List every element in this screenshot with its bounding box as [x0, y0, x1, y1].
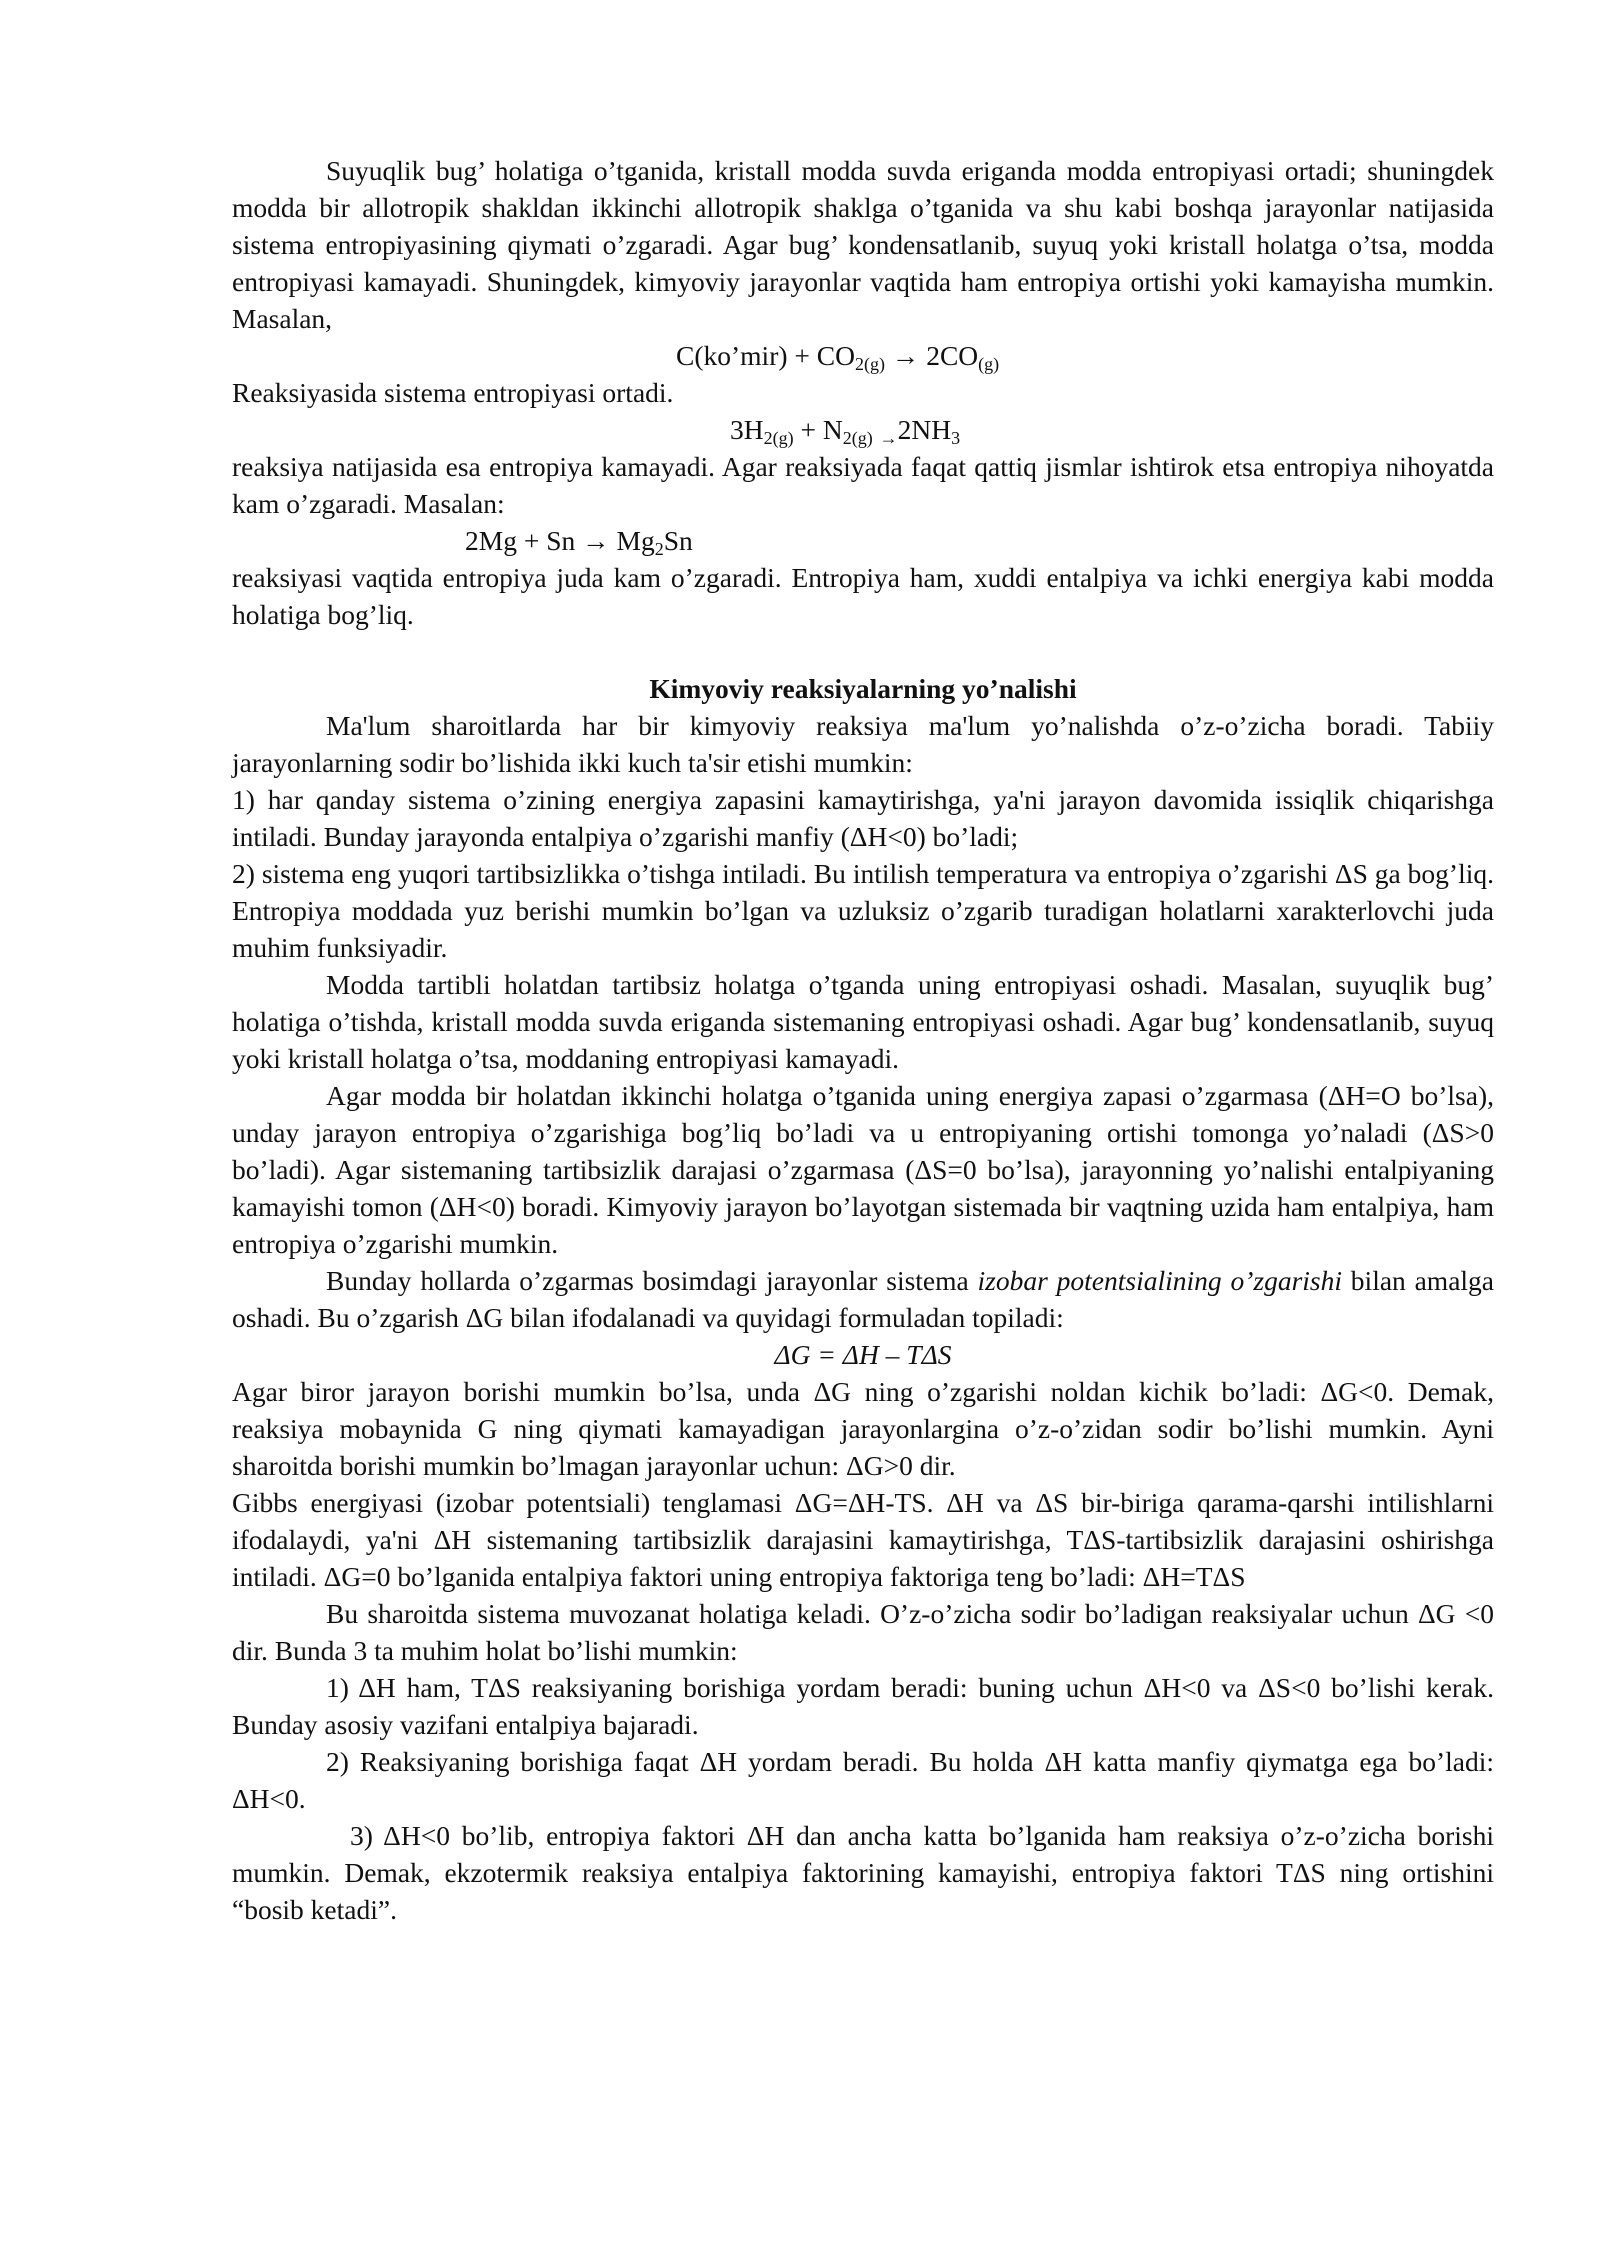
para-isobaric-potential — [232, 1262, 1494, 1336]
text-run: Ma'lum sharoitlarda har bir kimyoviy reaksiya ma'lum yo’nalishda o’z-o’zicha boradi. Tabiiy jarayonlarning sodir bo’lishida ikki kuch ta'sir etishi mumkin: — [232, 710, 1494, 778]
text-run: 3) ΔH<0 bo’lib, entropiya faktori ΔH dan ancha katta bo’lganida ham reaksiya o’z-o’zicha borishi mumkin. Demak, ekzotermik reaksiya entalpiya faktorining kamayishi, entropiya faktori TΔS ning ortishini “bosib ketadi”. — [232, 1820, 1494, 1925]
case-3 — [232, 1817, 1494, 1928]
text-run: Sn — [663, 525, 693, 556]
para-spontaneous-condition — [232, 1373, 1494, 1484]
text-run: 1) har qanday sistema o’zining energiya zapasini kamaytirishga, ya'ni jarayon davomida issiqlik chiqarishga intiladi. Bunday jarayonda entalpiya o’zgarishi manfiy (ΔH<0) bo’ladi; — [232, 784, 1494, 852]
text-run: Suyuqlik bug’ holatiga o’tganida, kristall modda suvda eriganda modda entropiyasi ortadi; shuningdek modda bir allotropik shakldan ikkinchi allotropik shaklga o’tganida va shu kabi boshqa jarayonlar natijasida sistema entropiyasining qiymati o’zgaradi. Agar bug’ kondensatlanib, suyuq yoki kristall holatga o’tsa, modda entropiyasi kamayadi. Shuningdek, kimyoviy jarayonlar vaqtida ham entropiya ortishi yoki kamayisha mumkin. Masalan, — [232, 155, 1494, 334]
para-entropy-decrease — [232, 448, 1494, 522]
text-run: → 2CO — [884, 340, 979, 371]
document-body — [232, 152, 1494, 1928]
text-run: 1) ΔH ham, TΔS reaksiyaning borishiga yordam beradi: buning uchun ΔH<0 va ΔS<0 bo’lishi kerak. Bunday asosiy vazifani entalpiya bajaradi. — [232, 1672, 1494, 1740]
text-run: Modda tartibli holatdan tartibsiz holatga o’tganda uning entropiyasi oshadi. Masalan, suyuqlik bug’ holatiga o’tishda, kristall modda suvda eriganda sistemaning entropiyasi oshadi. Agar bug’ kondensatlanib, suyuq yoki kristall holatga o’tsa, moddaning entropiyasi kamayadi. — [232, 969, 1494, 1074]
para-energy-unchanged — [232, 1077, 1494, 1262]
subscript-run: 2(g) — [763, 428, 794, 448]
italic-run: ΔG = ΔH – TΔS — [774, 1339, 952, 1370]
para-gibbs-energy — [232, 1484, 1494, 1595]
para-equilibrium — [232, 1595, 1494, 1669]
text-run: bilan amalga oshadi. Bu o’zgarish ΔG bilan ifodalanadi va quyidagi formuladan topiladi: — [232, 1265, 1494, 1333]
text-run: 2) sistema eng yuqori tartibsizlikka o’tishga intiladi. Bu intilish temperatura va entropiya o’zgarishi ΔS ga bog’liq. Entropiya moddada yuz berishi mumkin bo’lgan va uzluksiz o’zgarib turadigan holatlarni xarakterlovchi juda muhim funksiyadir. — [232, 858, 1494, 963]
equation-carbon-co2 — [232, 337, 1494, 374]
text-run: Agar biror jarayon borishi mumkin bo’lsa, unda ΔG ning o’zgarishi noldan kichik bo’ladi: ΔG<0. Demak, reaksiya mobaynida G ning qiymati kamayadigan jarayonlargina o’z-o’zidan sodir bo’lishi mumkin. Ayni sharoitda borishi mumkin bo’lmagan jarayonlar uchun: ΔG>0 dir. — [232, 1376, 1494, 1481]
para-reaction-entropy-increase — [232, 374, 1494, 411]
para-direction-intro — [232, 707, 1494, 781]
text-run: reaksiyasi vaqtida entropiya juda kam o’zgaradi. Entropiya ham, xuddi entalpiya va ichki energiya kabi modda holatiga bog’liq. — [232, 562, 1494, 630]
case-1 — [232, 1669, 1494, 1743]
text-run: Gibbs energiyasi (izobar potentsiali) tenglamasi ΔG=ΔH-TS. ΔH va ΔS bir-biriga qarama-qarshi intilishlarni ifodalaydi, ya'ni ΔH sistemaning tartibsizlik darajasini kamaytirishga, TΔS-tartibsizlik darajasini oshirishga intiladi. ΔG=0 bo’lganida entalpiya faktori uning entropiya faktoriga teng bo’ladi: ΔH=TΔS — [232, 1487, 1494, 1592]
list-item-2 — [232, 855, 1494, 966]
subscript-run: 2 — [654, 539, 664, 559]
equation-mg2sn — [232, 522, 1494, 559]
text-run: 3H — [730, 414, 764, 445]
text-run: + N — [793, 414, 843, 445]
equation-gibbs — [232, 1336, 1494, 1373]
subscript-run: 2(g) — [854, 354, 885, 374]
text-run: 2NH — [897, 414, 952, 445]
text-run: Kimyoviy reaksiyalarning yo’nalishi — [649, 673, 1077, 704]
case-2 — [232, 1743, 1494, 1817]
italic-run: izobar potentsialining o’zgarishi — [977, 1265, 1342, 1296]
text-run: 2) Reaksiyaning borishiga faqat ΔH yordam beradi. Bu holda ΔH katta manfiy qiymatga ega bo’ladi: ΔH<0. — [232, 1746, 1494, 1814]
text-run: reaksiya natijasida esa entropiya kamayadi. Agar reaksiyada faqat qattiq jismlar ishtirok etsa entropiya nihoyatda kam o’zgaradi. Masalan: — [232, 451, 1494, 519]
text-run: 2Mg + Sn → Mg — [465, 525, 655, 556]
subscript-run: → — [879, 428, 898, 448]
para-entropy-state-function — [232, 559, 1494, 633]
text-run: Agar modda bir holatdan ikkinchi holatga o’tganida uning energiya zapasi o’zgarmasa (ΔH=O bo’lsa), unday jarayon entropiya o’zgarishiga bog’liq bo’ladi va u entropiyaning ortishi tomonga yo’naladi (ΔS>0 bo’ladi). Agar sistemaning tartibsizlik darajasi o’zgarmasa (ΔS=0 bo’lsa), jarayonning yo’nalishi entalpiyaning kamayishi tomon (ΔH<0) boradi. Kimyoviy jarayon bo’layotgan sistemada bir vaqtning uzida ham entalpiya, ham entropiya o’zgarishi mumkin. — [232, 1080, 1494, 1259]
para-entropy-phase-change — [232, 152, 1494, 337]
subscript-run: (g) — [978, 354, 1000, 374]
subscript-run: 3 — [951, 428, 961, 448]
equation-ammonia — [232, 411, 1494, 448]
subscript-run: 2(g) — [842, 428, 873, 448]
text-run: Bunday hollarda o’zgarmas bosimdagi jarayonlar sistema — [326, 1265, 978, 1296]
text-run: Bu sharoitda sistema muvozanat holatiga keladi. O’z-o’zicha sodir bo’ladigan reaksiyalar uchun ΔG <0 dir. Bunda 3 ta muhim holat bo’lishi mumkin: — [232, 1598, 1494, 1666]
text-run: C(ko’mir) + CO — [676, 340, 855, 371]
text-run: Reaksiyasida sistema entropiyasi ortadi. — [232, 377, 674, 408]
list-item-1 — [232, 781, 1494, 855]
text-run — [873, 414, 880, 445]
para-order-disorder — [232, 966, 1494, 1077]
section-heading — [232, 670, 1494, 707]
